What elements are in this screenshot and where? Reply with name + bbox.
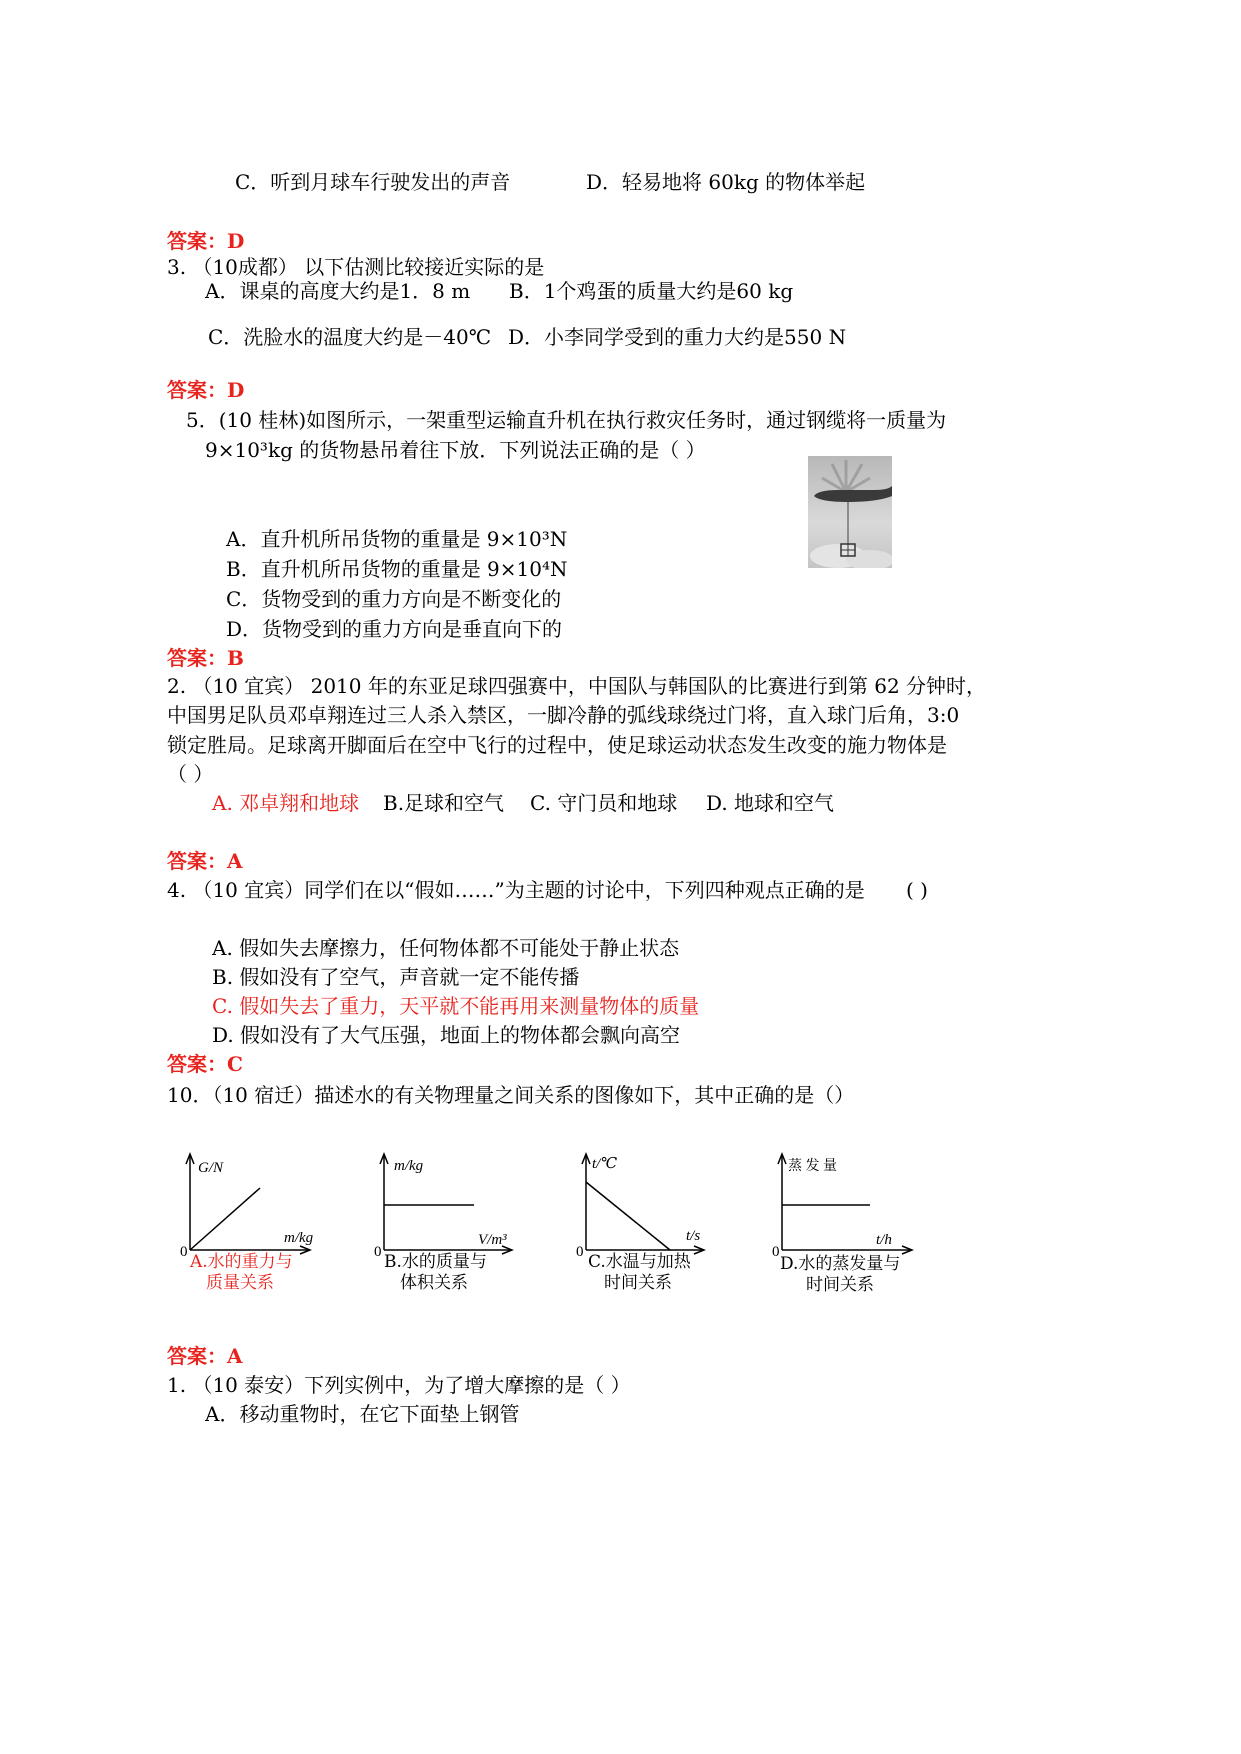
graph-b-caption-line2: 体积关系 xyxy=(400,1273,468,1293)
graph-a-caption-line2: 质量关系 xyxy=(206,1273,274,1293)
graph-a-caption-line1: A.水的重力与 xyxy=(190,1252,293,1272)
option-b: B．直升机所吊货物的重量是 9×10⁴N xyxy=(226,557,568,581)
option-a: A．移动重物时，在它下面垫上钢管 xyxy=(205,1402,520,1426)
graph-d-caption-line2: 时间关系 xyxy=(806,1275,874,1295)
graph-c xyxy=(574,1152,724,1292)
origin-label: 0 xyxy=(772,1244,780,1260)
graph-c-caption-line1: C.水温与加热 xyxy=(588,1252,691,1272)
option-a: A. 假如失去摩擦力，任何物体都不可能处于静止状态 xyxy=(212,936,680,960)
option-b: B. 假如没有了空气，声音就一定不能传播 xyxy=(212,965,580,989)
answer: 答案：C xyxy=(167,1052,243,1076)
option-c: C. 守门员和地球 xyxy=(530,791,678,815)
data-line xyxy=(586,1182,670,1250)
question-5-stem-line2: 9×10³kg 的货物悬吊着往下放．下列说法正确的是（ ） xyxy=(205,438,706,462)
question-10-stem: 10．（10 宿迁）描述水的有关物理量之间关系的图像如下，其中正确的是（） xyxy=(167,1083,855,1107)
answer-blank: ( ) xyxy=(906,878,928,902)
helicopter-figure xyxy=(808,456,892,568)
option-d: D．小李同学受到的重力大约是550 N xyxy=(508,325,847,349)
option-c: C．听到月球车行驶发出的声音 xyxy=(235,170,511,194)
graph-a xyxy=(178,1152,328,1292)
answer: 答案：D xyxy=(167,378,245,402)
y-axis-label: G/N xyxy=(198,1160,224,1176)
question-1-stem: 1. （10 泰安）下列实例中，为了增大摩擦的是（ ） xyxy=(167,1373,631,1397)
answer: 答案：B xyxy=(167,646,244,670)
question-2-line3: 锁定胜局。足球离开脚面后在空中飞行的过程中，使足球运动状态发生改变的施力物体是 xyxy=(167,733,947,757)
y-axis-label: 蒸 发 量 xyxy=(788,1159,837,1174)
option-c: C. 假如失去了重力，天平就不能再用来测量物体的质量 xyxy=(212,994,700,1018)
option-d: D．货物受到的重力方向是垂直向下的 xyxy=(226,617,563,641)
question-3-stem: 3. （10成都） 以下估测比较接近实际的是 xyxy=(167,255,545,279)
option-c: C．洗脸水的温度大约是－40℃ xyxy=(208,325,492,349)
option-a: A. 邓卓翔和地球 xyxy=(212,791,360,815)
option-b: B．1个鸡蛋的质量大约是60 kg xyxy=(509,279,794,303)
question-4-stem: 4. （10 宜宾）同学们在以“假如……”为主题的讨论中，下列四种观点正确的是 xyxy=(167,878,865,902)
origin-label: 0 xyxy=(576,1244,584,1260)
data-line xyxy=(190,1188,260,1250)
option-d: D. 假如没有了大气压强，地面上的物体都会飘向高空 xyxy=(212,1023,681,1047)
x-axis-label: t/s xyxy=(686,1228,701,1244)
graph-d-caption-line1: D.水的蒸发量与 xyxy=(780,1254,901,1274)
x-axis-label: t/h xyxy=(876,1232,892,1248)
origin-label: 0 xyxy=(180,1244,188,1260)
graph-b xyxy=(372,1152,522,1292)
option-a: A．直升机所吊货物的重量是 9×10³N xyxy=(226,527,568,551)
option-d: D. 地球和空气 xyxy=(706,791,835,815)
answer: 答案：A xyxy=(167,849,243,873)
origin-label: 0 xyxy=(374,1244,382,1260)
y-axis-label: t/℃ xyxy=(592,1156,618,1172)
option-d: D．轻易地将 60kg 的物体举起 xyxy=(586,170,866,194)
x-axis-label: V/m³ xyxy=(478,1232,507,1248)
option-a: A．课桌的高度大约是1．8 m xyxy=(205,279,471,303)
question-2-line1: 2. （10 宜宾） 2010 年的东亚足球四强赛中，中国队与韩国队的比赛进行到第 62 分钟时， xyxy=(167,674,987,698)
answer: 答案：D xyxy=(167,229,245,253)
question-2-line4: （ ） xyxy=(167,762,214,786)
question-2-line2: 中国男足队员邓卓翔连过三人杀入禁区，一脚冷静的弧线球绕过门将，直入球门后角，3:0 xyxy=(167,703,960,727)
y-axis-label: m/kg xyxy=(394,1158,424,1174)
option-b: B.足球和空气 xyxy=(383,791,505,815)
graph-c-caption-line2: 时间关系 xyxy=(604,1273,672,1293)
x-axis-label: m/kg xyxy=(284,1230,314,1246)
graph-b-caption-line1: B.水的质量与 xyxy=(384,1252,487,1272)
question-5-stem-line1: 5．(10 桂林)如图所示，一架重型运输直升机在执行救灾任务时，通过钢缆将一质量为 xyxy=(186,408,947,432)
answer: 答案：A xyxy=(167,1344,243,1368)
option-c: C．货物受到的重力方向是不断变化的 xyxy=(226,587,562,611)
graph-d xyxy=(770,1152,930,1295)
